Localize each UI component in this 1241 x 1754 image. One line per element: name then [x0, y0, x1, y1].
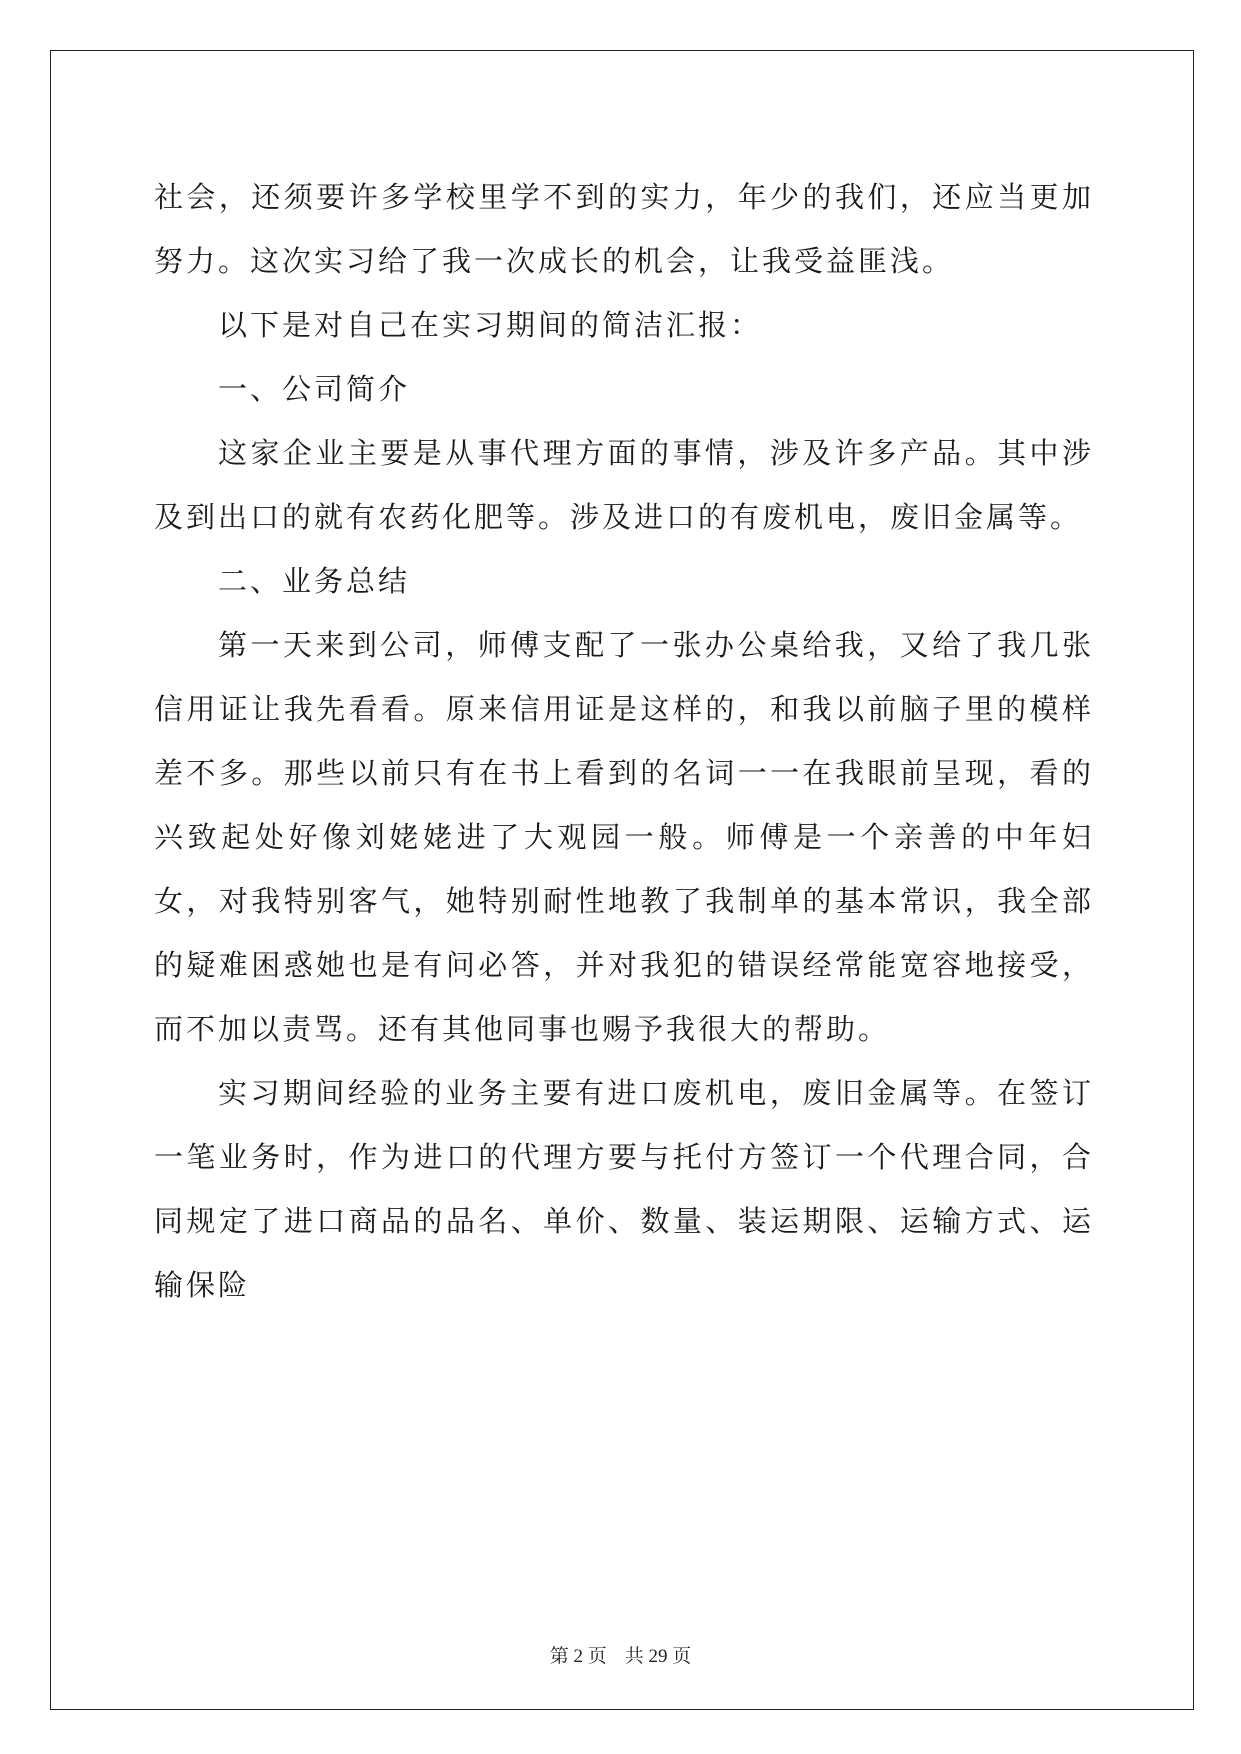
section-heading: 一、公司简介: [218, 372, 411, 406]
paragraph: 实习期间经验的业务主要有进口废机电，废旧金属等。在签订一笔业务时，作为进口的代理方要与托付方签订一个代理合同，合同规定了进口商品的品名、单价、数量、装运期限、运输方式、运输保险: [154, 1076, 1094, 1302]
page-number: 第 2 页: [549, 1646, 607, 1667]
section-heading: 二、业务总结: [218, 564, 411, 598]
document-body: [154, 165, 1094, 1317]
paragraph: 第一天来到公司，师傅支配了一张办公桌给我，又给了我几张信用证让我先看看。原来信用证是这样的，和我以前脑子里的模样差不多。那些以前只有在书上看到的名词一一在我眼前呈现，看的兴致起处好像刘姥姥进了大观园一般。师傅是一个亲善的中年妇女，对我特别客气，她特别耐性地教了我制单的基本常识，我全部的疑难困惑她也是有问必答，并对我犯的错误经常能宽容地接受，而不加以责骂。还有其他同事也赐予我很大的帮助。: [154, 628, 1094, 1046]
paragraph: 以下是对自己在实习期间的简洁汇报：: [218, 308, 763, 342]
page-total: 共 29 页: [624, 1646, 692, 1667]
paragraph: 这家企业主要是从事代理方面的事情，涉及许多产品。其中涉及到出口的就有农药化肥等。涉及进口的有废机电，废旧金属等。: [154, 436, 1094, 534]
paragraph: 社会，还须要许多学校里学不到的实力，年少的我们，还应当更加努力。这次实习给了我一次成长的机会，让我受益匪浅。: [154, 180, 1094, 278]
page-footer: [0, 1645, 1241, 1669]
